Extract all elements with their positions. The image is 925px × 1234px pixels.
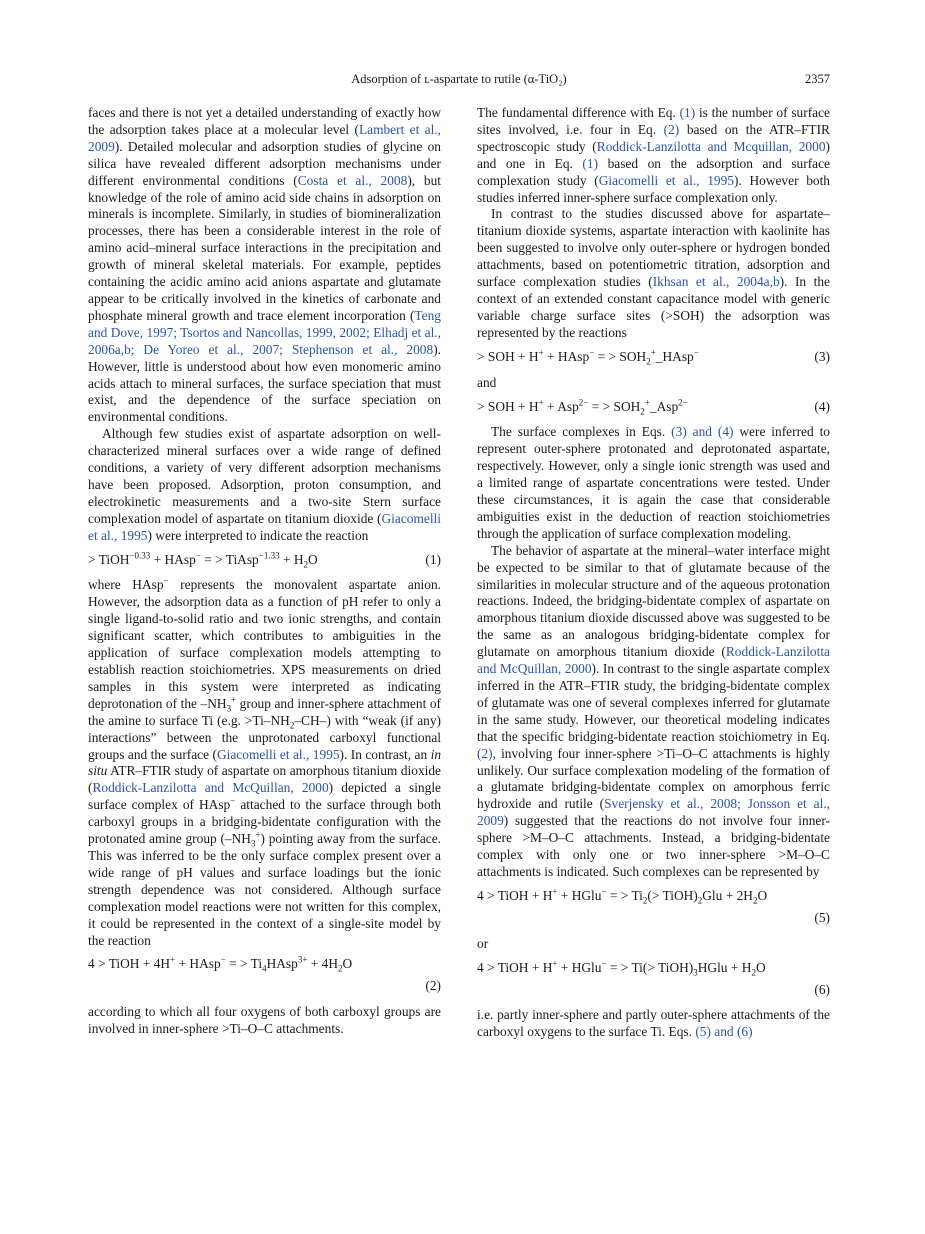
text-run: Glu + 2H — [702, 887, 753, 903]
equation-5 — [477, 888, 830, 927]
text-run: (> TiOH) — [647, 887, 698, 903]
equation-number: (3) — [814, 348, 830, 364]
text-run: –CH–) with “weak (if any) interactions” between the unprotonated carboxyl functional groups and the surface ( — [88, 712, 441, 762]
text-run: HGlu + H — [697, 959, 752, 975]
citation-link[interactable]: (5) and (6) — [695, 1024, 753, 1040]
equation-1 — [88, 552, 441, 569]
equation-6 — [477, 960, 830, 999]
text-run: ). In contrast to the single aspartate complex inferred in the ATR–FTIR study, the bridging-bidentate complex of glutamate was one of several complexes inferred for glutamate in the same study. However, our theoretical modeling indicates that the specific bridging-bidentate reaction stoichiometry in Eq. — [477, 661, 830, 744]
subscript: 3 — [250, 838, 256, 849]
citation-link[interactable]: Roddick-Lanzilotta and Mcquillan, 2000 — [596, 138, 826, 154]
citation-link[interactable]: Costa et al., 2008 — [297, 172, 408, 188]
text-run: ) pointing away from the surface. This was inferred to be the only surface complex present over a wide range of pH values and surface loadings but the ionic strength dependence was not considered. Although surface complexation model reactions were not written for this complex, it could be represented in the context of a single-site model by the reaction — [88, 831, 441, 948]
connector-word: and — [477, 374, 497, 390]
text-run: ) and one in Eq. — [477, 138, 830, 171]
equation-body — [477, 886, 768, 906]
superscript: + — [538, 347, 544, 358]
equation-body — [88, 552, 318, 569]
superscript: − — [220, 954, 226, 965]
superscript: − — [601, 958, 607, 969]
text-run: 4 > TiOH + H — [477, 887, 553, 903]
citation-link[interactable]: (3) and (4) — [671, 424, 734, 440]
text-run: O — [308, 551, 318, 567]
text-run: + HAsp — [175, 956, 221, 972]
equation-number: (4) — [814, 398, 830, 414]
paragraph — [477, 206, 830, 341]
subscript: 2 — [642, 895, 648, 906]
text-run: + Asp — [543, 398, 579, 414]
citation-link[interactable]: Giacomelli et al., 1995 — [216, 746, 340, 762]
superscript: + — [552, 886, 558, 897]
text-run: _HAsp — [655, 348, 694, 364]
equation-body — [88, 954, 353, 975]
text-run: attached to the surface through both carboxyl groups in a bridging-bidentate configuration with the protonated amine group (–NH — [88, 797, 441, 847]
paragraph — [88, 426, 441, 544]
text-run: = > SOH — [588, 398, 641, 414]
superscript: − — [601, 886, 607, 897]
text-run: + HAsp — [543, 348, 590, 364]
superscript: + — [231, 694, 237, 705]
subscript: 2 — [640, 406, 645, 417]
citation-link[interactable]: Giacomelli et al., 1995 — [88, 510, 441, 543]
text-run: ). However, little is understood about how even monomeric amino acids attach to mineral surfaces, the surface speciation that must exist, and the dependence of the surface speciation on environmental conditions. — [88, 341, 441, 425]
citation-link[interactable]: Roddick-Lanzilotta and McQuillan, 2000 — [92, 780, 329, 796]
text-run: is the number of surface sites involved, i.e. four in Eq. — [477, 105, 830, 137]
equation-2 — [88, 956, 441, 995]
text-run: i.e. partly inner-sphere and partly outer-sphere attachments of the carboxyl oxygens to the surface Ti. Eqs. — [477, 1007, 830, 1040]
text-run: represents the monovalent aspartate anion. However, the adsorption data as a function of pH refer to only a single ligand-to-solid ratio and two ionic strengths, and contain significant scatter, which contributes to ambiguities in the application of surface complexation models attempting to establish reaction stoichiometries. XPS measurements on dried samples in this system were interpreted as indicating deprotonation of the –NH — [88, 577, 441, 711]
text-run: ATR–FTIR study of aspartate on amorphous titanium dioxide ( — [88, 763, 441, 796]
equation-body — [477, 349, 699, 366]
subscript: 4 — [262, 964, 267, 975]
subscript: 2 — [751, 967, 756, 978]
citation-link[interactable]: Lambert et al., 2009 — [88, 121, 442, 154]
equation-body — [477, 958, 766, 978]
superscript: −1.33 — [258, 550, 280, 561]
subscript: 2 — [646, 356, 651, 367]
text-run: + HAsp — [150, 551, 196, 567]
subscript: 2 — [338, 964, 343, 975]
subscript: 3 — [693, 967, 698, 978]
running-title: Adsorption of ʟ-aspartate to rutile (α-TiO₂) — [351, 72, 567, 86]
text-run: In contrast to the studies discussed above for aspartate–titanium dioxide systems, aspartate interaction with kaolinite has been suggested to involve only outer-sphere or hydrogen bonded attachments, based on potentiometric titration, adsorption and surface complexation studies ( — [477, 206, 830, 290]
text-run: O — [755, 959, 766, 975]
superscript: − — [230, 795, 236, 806]
text-run: where HAsp — [88, 577, 164, 593]
connector-word: or — [477, 935, 489, 951]
citation-link[interactable]: Roddick-Lanzilotta and McQuillan, 2000 — [477, 644, 830, 677]
paragraph — [88, 105, 441, 426]
superscript: + — [170, 954, 176, 965]
text-run: + HGlu — [557, 959, 602, 975]
text-run: 4 > TiOH + 4H — [88, 956, 171, 972]
text-run: ) suggested that the reactions do not involve four inner-sphere >M–O–C attachments. Instead, a bridging-bidentate complex with only one or two inner-sphere >M–O–C attachments is indicated. Such complexes can be represented by — [477, 813, 830, 879]
text-run: O — [342, 956, 353, 972]
paragraph — [477, 543, 830, 881]
citation-link[interactable]: Teng and Dove, 1997; Tsortos and Nancollas, 1999, 2002; Elhadj et al., 2006a,b; De Yoreo et al., 2007; Stephenson et al., 2008 — [88, 307, 441, 357]
subscript: 2 — [289, 720, 295, 731]
paragraph — [477, 424, 830, 542]
subscript: 2 — [303, 559, 309, 570]
text-run: _Asp — [649, 398, 679, 414]
italic-text: in situ — [88, 746, 442, 779]
text-run: ). In contrast, an — [339, 746, 431, 762]
text-run: + 4H — [307, 956, 339, 972]
citation-link[interactable]: Ikhsan et al., 2004a,b — [652, 274, 780, 290]
superscript: − — [693, 347, 699, 358]
right-column — [477, 105, 830, 1041]
text-run: based on the adsorption and surface complexation study ( — [477, 155, 830, 188]
equation-body — [477, 399, 688, 416]
text-run: , involving four inner-sphere >Ti–O–C attachments is highly unlikely. Our surface complexation modeling of the formation of a glutamate bridging-bidentate complex on amorphous ferric hydroxide and rutile ( — [477, 745, 830, 812]
superscript: 2− — [678, 397, 688, 408]
text-run: based on the ATR–FTIR spectroscopic study ( — [477, 121, 830, 154]
left-column — [88, 105, 441, 1038]
superscript: + — [552, 958, 558, 969]
text-run: ), but knowledge of the role of amino acid side chains in adsorption on minerals is incomplete. Similarly, in studies of biomineralization processes, there has been a considerable interest in the role of amino acid–mineral surface interactions in the precipitation and growth of mineral skeletal materials. For example, peptides containing the acidic amino acid anions aspartate and glutamate appear to be critically involved in the kinetics of carbonate and phosphate mineral growth and trace element incorporation ( — [88, 172, 442, 323]
equation-number: (1) — [425, 551, 441, 567]
text-run: HAsp — [266, 956, 298, 972]
superscript: + — [538, 397, 544, 408]
text-run: Although few studies exist of aspartate adsorption on well-characterized mineral surfaces over a wide range of defined conditions, a variety of very different adsorption mechanisms have been proposed. Adsorption, proton consumption, and electrokinetic measurements and a two-site Stern surface complexation model of aspartate on titanium dioxide ( — [88, 426, 441, 526]
citation-link[interactable]: Giacomelli et al., 1995 — [598, 172, 734, 188]
text-run: ). In the context of an extended constant capacitance model with generic variable charge surface sites (>SOH) the adsorption was represented by the reactions — [477, 274, 830, 340]
paragraph — [88, 1004, 441, 1038]
equation-number: (5) — [814, 909, 830, 925]
superscript: + — [650, 347, 656, 358]
text-run: = > Ti(> TiOH) — [606, 959, 694, 975]
text-run: ) depicted a single surface complex of HAsp — [88, 780, 441, 813]
text-run: = > SOH — [594, 348, 647, 364]
text-run: + HGlu — [557, 887, 602, 903]
paragraph — [88, 577, 441, 949]
text-run: + H — [279, 551, 304, 567]
text-run: faces and there is not yet a detailed understanding of exactly how the adsorption takes place at a molecular level ( — [88, 105, 441, 137]
paragraph — [477, 105, 830, 206]
equation-3 — [477, 349, 830, 366]
text-run: The behavior of aspartate at the mineral–water interface might be expected to be similar to that of glutamate because of the similarities in molecular structure and of the aqueous protonation reactions. Indeed, the bridging-bidentate complex of aspartate on amorphous titanium dioxide discussed above was suggested to be the same as an analogous bridging-bidentate complex for glutamate on amorphous titanium dioxide ( — [477, 542, 830, 660]
superscript: 3+ — [297, 954, 308, 965]
text-run: > TiOH — [88, 551, 130, 567]
text-run: ) were interpreted to indicate the reaction — [147, 527, 369, 543]
text-run: = > Ti — [606, 887, 643, 903]
page-number: 2357 — [805, 72, 830, 86]
text-run: The fundamental difference with Eq. — [477, 105, 680, 120]
text-run: The surface complexes in Eqs. — [491, 424, 672, 440]
superscript: − — [589, 347, 595, 358]
superscript: −0.33 — [129, 550, 151, 561]
superscript: + — [255, 829, 261, 840]
text-run: > SOH + H — [477, 348, 539, 364]
page-header — [88, 72, 830, 92]
citation-link[interactable]: (2) — [477, 745, 493, 761]
text-run: 4 > TiOH + H — [477, 959, 553, 975]
superscript: 2− — [578, 397, 589, 408]
text-run: ). However both studies inferred inner-sphere surface complexation only. — [477, 172, 830, 205]
text-run: = > TiAsp — [200, 551, 259, 567]
citation-link[interactable]: (2) — [663, 121, 680, 137]
paragraph — [477, 1007, 830, 1041]
text-run: were inferred to represent outer-sphere protonated and deprotonated aspartate, respectively. However, only a single ionic strength was used and a limited range of aspartate concentrations were tested. Under these circumstances, it is again the case that considerable ambiguities exist in the deduction of reaction stoichiometries through the application of surface complexation modeling. — [477, 424, 830, 541]
superscript: + — [644, 397, 650, 408]
equation-number: (2) — [425, 978, 441, 994]
text-run: group and inner-sphere attachment of the amine to surface Ti (e.g. >Ti–NH — [88, 695, 441, 728]
citation-link[interactable]: (1) — [582, 155, 599, 171]
equation-4 — [477, 399, 830, 416]
subscript: 2 — [697, 895, 703, 906]
text-run: ). Detailed molecular and adsorption studies of glycine on silica have revealed different adsorption mechanisms under different environmental conditions ( — [88, 138, 441, 188]
citation-link[interactable]: (1) — [679, 105, 696, 120]
text-run: according to which all four oxygens of both carboxyl groups are involved in inner-sphere >Ti–O–C attachments. — [88, 1004, 441, 1037]
superscript: − — [163, 576, 169, 586]
equation-number: (6) — [814, 981, 830, 997]
text-run: = > Ti — [225, 956, 263, 972]
citation-link[interactable]: Sverjensky et al., 2008; Jonsson et al., 2009 — [477, 796, 830, 829]
text-run: > SOH + H — [477, 398, 539, 414]
subscript: 3 — [226, 703, 232, 714]
superscript: − — [195, 550, 201, 561]
text-run: O — [757, 887, 768, 903]
subscript: 2 — [752, 895, 758, 906]
